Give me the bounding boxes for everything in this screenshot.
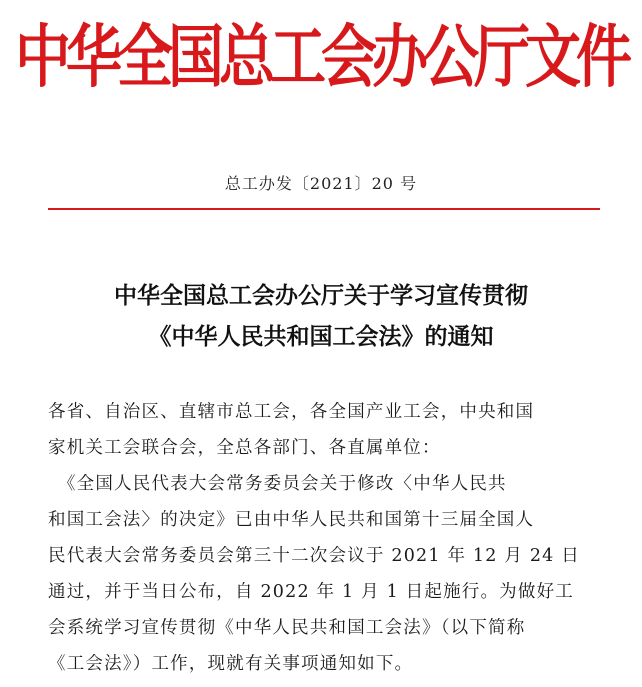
- red-divider-line: [48, 208, 600, 210]
- document-number: 总工办发〔2021〕20 号: [224, 174, 418, 193]
- body-line-paragraph-1: 《全国人民代表大会常务委员会关于修改〈中华人民共: [48, 474, 507, 494]
- body-line-paragraph-2: 和国工会法〉的决定》已由中华人民共和国第十三届全国人: [48, 510, 535, 530]
- notice-title-line-1: 中华全国总工会办公厅关于学习宣传贯彻: [114, 283, 528, 309]
- body-line-paragraph-3: 民代表大会常务委员会第三十二次会议于 2021 年 12 月 24 日: [48, 546, 580, 566]
- body-line-paragraph-4: 通过，并于当日公布，自 2022 年 1 月 1 日起施行。为做好工: [48, 582, 574, 602]
- masthead-title: 中华全国总工会办公厅文件: [15, 18, 627, 98]
- notice-title-line-2: 《中华人民共和国工会法》的通知: [148, 324, 494, 350]
- body-line-addressees-1: 各省、自治区、直辖市总工会，各全国产业工会，中央和国: [48, 402, 535, 422]
- body-line-addressees-2: 家机关工会联合会，全总各部门、各直属单位：: [48, 438, 441, 458]
- body-line-paragraph-6: 《工会法》）工作，现就有关事项通知如下。: [48, 654, 414, 674]
- body-line-paragraph-5: 会系统学习宣传贯彻《中华人民共和国工会法》（以下简称: [48, 618, 526, 638]
